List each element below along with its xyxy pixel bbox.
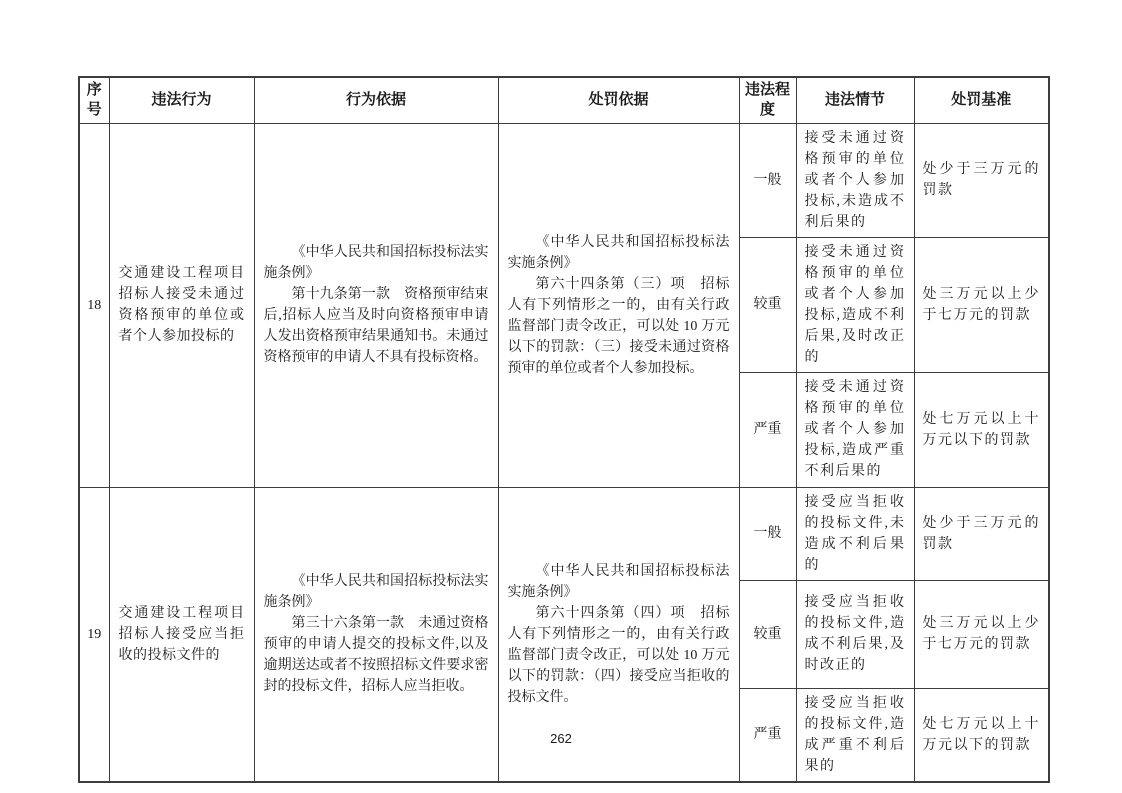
column-header-violation-degree: 违法程度 [739, 77, 796, 123]
cell-circumstance-18-moderate: 接受未通过资格预审的单位或者个人参加投标,造成不利后果,及时改正的 [796, 237, 914, 372]
cell-benchmark-18-general: 处少于三万元的罚款 [914, 123, 1049, 237]
cell-seq-18: 18 [79, 123, 109, 487]
behavior-basis-title: 《中华人民共和国招标投标法实施条例》 [263, 574, 489, 610]
cell-circumstance-19-general: 接受应当拒收的投标文件,未造成不利后果的 [796, 487, 914, 580]
cell-seq-19: 19 [79, 487, 109, 782]
page-number: 262 [550, 731, 572, 746]
cell-behavior-19: 交通建设工程项目招标人接受应当拒收的投标文件的 [109, 487, 254, 782]
cell-degree-19-severe: 严重 [739, 688, 796, 782]
cell-degree-19-moderate: 较重 [739, 580, 796, 688]
table-row [79, 123, 1049, 237]
column-header-illegal-behavior: 违法行为 [109, 77, 254, 123]
behavior-basis-title: 《中华人民共和国招标投标法实施条例》 [263, 245, 489, 281]
cell-benchmark-19-severe: 处七万元以上十万元以下的罚款 [914, 688, 1049, 782]
cell-circumstance-19-severe: 接受应当拒收的投标文件,造成严重不利后果的 [796, 688, 914, 782]
cell-benchmark-18-severe: 处七万元以上十万元以下的罚款 [914, 372, 1049, 487]
column-header-violation-circumstance: 违法情节 [796, 77, 914, 123]
cell-benchmark-19-general: 处少于三万元的罚款 [914, 487, 1049, 580]
behavior-basis-clause: 第十九条第一款 资格预审结束后,招标人应当及时向资格预审申请人发出资格预审结果通知书。未通过资格预审的申请人不具有投标资格。 [263, 287, 489, 365]
cell-circumstance-18-severe: 接受未通过资格预审的单位或者个人参加投标,造成严重不利后果的 [796, 372, 914, 487]
cell-degree-18-severe: 严重 [739, 372, 796, 487]
column-header-penalty-basis: 处罚依据 [498, 77, 739, 123]
column-header-seq: 序号 [79, 77, 109, 123]
column-header-behavior-basis: 行为依据 [254, 77, 498, 123]
cell-circumstance-19-moderate: 接受应当拒收的投标文件,造成不利后果,及时改正的 [796, 580, 914, 688]
penalty-basis-clause: 第六十四条第（三）项 招标人有下列情形之一的，由有关行政监督部门责令改正，可以处 10 万元以下的罚款：（三）接受未通过资格预审的单位或者个人参加投标。 [507, 276, 730, 376]
cell-behavior-18: 交通建设工程项目招标人接受未通过资格预审的单位或者个人参加投标的 [109, 123, 254, 487]
header-row [79, 77, 1049, 123]
cell-benchmark-19-moderate: 处三万元以上少于七万元的罚款 [914, 580, 1049, 688]
cell-penalty-basis-18 [498, 123, 739, 487]
cell-degree-19-general: 一般 [739, 487, 796, 580]
cell-degree-18-general: 一般 [739, 123, 796, 237]
cell-degree-18-moderate: 较重 [739, 237, 796, 372]
penalty-standards-table [78, 76, 1050, 783]
column-header-penalty-benchmark: 处罚基准 [914, 77, 1049, 123]
cell-circumstance-18-general: 接受未通过资格预审的单位或者个人参加投标,未造成不利后果的 [796, 123, 914, 237]
table-row [79, 487, 1049, 580]
penalty-basis-title: 《中华人民共和国招标投标法实施条例》 [507, 563, 730, 600]
cell-benchmark-18-moderate: 处三万元以上少于七万元的罚款 [914, 237, 1049, 372]
penalty-basis-title: 《中华人民共和国招标投标法实施条例》 [507, 234, 730, 271]
behavior-basis-clause: 第三十六条第一款 未通过资格预审的申请人提交的投标文件,以及逾期送达或者不按照招标文件要求密封的投标文件，招标人应当拒收。 [263, 616, 489, 694]
cell-behavior-basis-18 [254, 123, 498, 487]
penalty-basis-clause: 第六十四条第（四）项 招标人有下列情形之一的，由有关行政监督部门责令改正，可以处 10 万元以下的罚款：（四）接受应当拒收的投标文件。 [507, 605, 730, 705]
